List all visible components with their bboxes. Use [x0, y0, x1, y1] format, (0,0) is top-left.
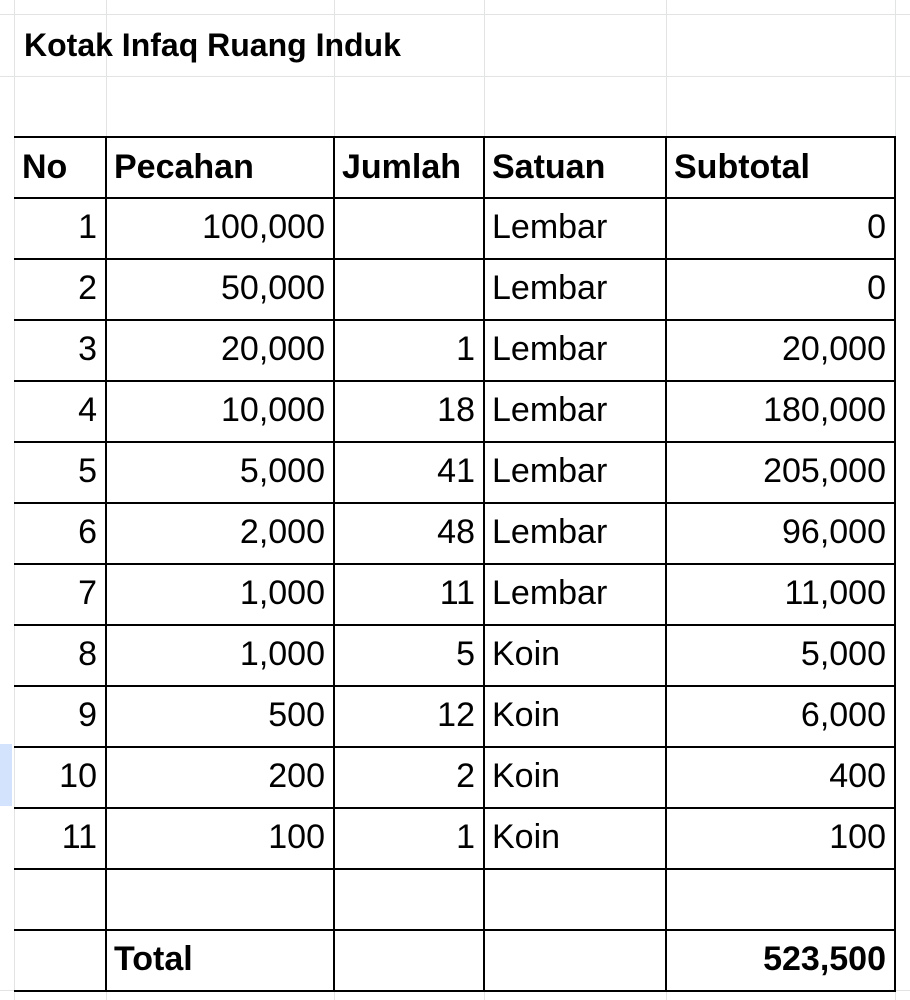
cell-pecahan[interactable]: 200 [268, 757, 325, 795]
cell-pecahan[interactable]: 1,000 [239, 635, 325, 673]
cell-jumlah[interactable]: 12 [437, 696, 475, 734]
cell-jumlah[interactable]: 2 [456, 757, 475, 795]
cell-subtotal[interactable]: 180,000 [763, 391, 886, 429]
cell-subtotal[interactable]: 11,000 [784, 574, 886, 612]
cell-subtotal[interactable]: 0 [867, 208, 886, 246]
cell-no[interactable]: 3 [78, 330, 97, 368]
table-border [14, 868, 896, 870]
cell-pecahan[interactable]: 5,000 [239, 452, 325, 490]
cell-no[interactable]: 9 [78, 696, 97, 734]
header-no[interactable]: No [22, 147, 68, 186]
cell-satuan[interactable]: Lembar [492, 452, 608, 490]
cell-subtotal[interactable]: 6,000 [800, 696, 886, 734]
cell-satuan[interactable]: Koin [492, 635, 561, 673]
sheet-title[interactable]: Kotak Infaq Ruang Induk [24, 26, 401, 63]
cell-subtotal[interactable]: 205,000 [763, 452, 886, 490]
cell-jumlah[interactable]: 11 [439, 574, 475, 612]
cell-no[interactable]: 8 [78, 635, 97, 673]
header-satuan[interactable]: Satuan [492, 147, 606, 186]
cell-satuan[interactable]: Lembar [492, 513, 608, 551]
cell-no[interactable]: 4 [78, 391, 97, 429]
cell-jumlah[interactable] [334, 258, 484, 319]
row-selection-highlight [0, 744, 12, 806]
cell-satuan[interactable]: Lembar [492, 574, 608, 612]
cell-no[interactable]: 2 [78, 269, 97, 307]
cell-subtotal[interactable]: 20,000 [782, 330, 886, 368]
cell-pecahan[interactable]: 1,000 [239, 574, 325, 612]
header-jumlah[interactable]: Jumlah [342, 147, 462, 186]
cell-jumlah[interactable] [334, 197, 484, 258]
cell-subtotal[interactable]: 400 [829, 757, 886, 795]
cell-jumlah[interactable]: 1 [456, 818, 475, 856]
total-value[interactable]: 523,500 [763, 940, 886, 978]
cell-pecahan[interactable]: 500 [268, 696, 325, 734]
cell-jumlah[interactable]: 41 [437, 452, 475, 490]
cell-satuan[interactable]: Lembar [492, 269, 608, 307]
cell-subtotal[interactable]: 5,000 [800, 635, 886, 673]
cell-no[interactable]: 11 [61, 818, 97, 856]
table-border [14, 990, 896, 992]
cell-satuan[interactable]: Koin [492, 696, 561, 734]
gridline [0, 76, 910, 77]
cell-satuan[interactable]: Lembar [492, 391, 608, 429]
cell-satuan[interactable]: Lembar [492, 330, 608, 368]
cell-pecahan[interactable]: 50,000 [221, 269, 325, 307]
cell-jumlah[interactable]: 1 [456, 330, 475, 368]
cell-pecahan[interactable]: 20,000 [221, 330, 325, 368]
cell-pecahan[interactable]: 2,000 [239, 513, 325, 551]
cell-pecahan[interactable]: 10,000 [221, 391, 325, 429]
cell-jumlah[interactable]: 5 [456, 635, 475, 673]
cell-no[interactable]: 7 [78, 574, 97, 612]
cell-pecahan[interactable]: 100 [268, 818, 325, 856]
cell-satuan[interactable]: Koin [492, 818, 561, 856]
header-subtotal[interactable]: Subtotal [674, 147, 810, 186]
cell-subtotal[interactable]: 100 [829, 818, 886, 856]
cell-subtotal[interactable]: 0 [867, 269, 886, 307]
cell-pecahan[interactable]: 100,000 [202, 208, 325, 246]
header-pecahan[interactable]: Pecahan [114, 147, 254, 186]
total-label[interactable]: Total [114, 940, 193, 978]
cell-jumlah[interactable]: 18 [437, 391, 475, 429]
cell-no[interactable]: 1 [78, 208, 97, 246]
cell-no[interactable]: 6 [78, 513, 97, 551]
cell-satuan[interactable]: Koin [492, 757, 561, 795]
cell-no[interactable]: 10 [59, 757, 97, 795]
cell-jumlah[interactable]: 48 [437, 513, 475, 551]
cell-no[interactable]: 5 [78, 452, 97, 490]
cell-satuan[interactable]: Lembar [492, 208, 608, 246]
cell-subtotal[interactable]: 96,000 [782, 513, 886, 551]
